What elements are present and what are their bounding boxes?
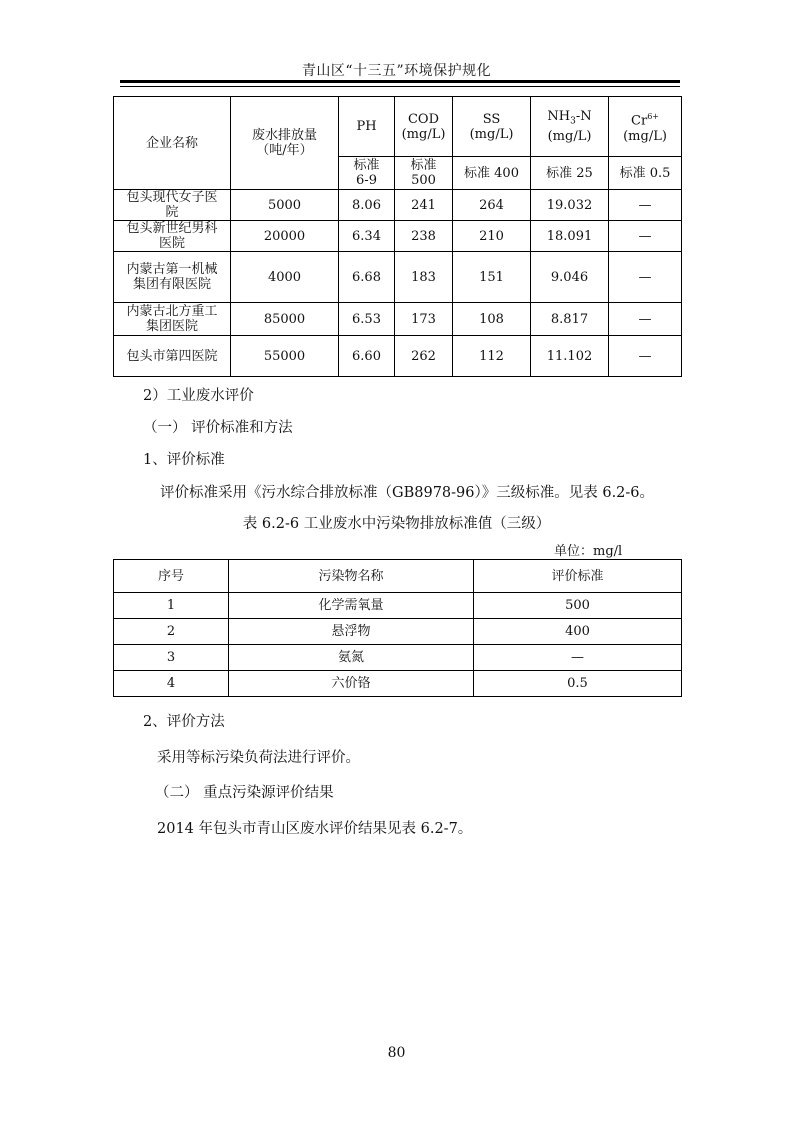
section-heading-standards-methods: （一） 评价标准和方法 — [143, 420, 293, 436]
table-row — [114, 252, 682, 303]
cell-cod: 238 — [395, 221, 453, 252]
cell-nh3n: 11.102 — [531, 336, 609, 377]
table-row — [114, 190, 682, 221]
cell-ph: 6.34 — [339, 221, 395, 252]
cell-pollutant: 悬浮物 — [229, 619, 474, 645]
table-row — [114, 221, 682, 252]
standard-nh3n: 标准 25 — [531, 157, 609, 190]
table-row — [114, 645, 682, 671]
cell-cod: 173 — [395, 303, 453, 336]
table-row — [114, 593, 682, 619]
cell-discharge: 4000 — [231, 252, 339, 303]
col-header-cr6 — [609, 97, 682, 157]
col-header-nh3n — [531, 97, 609, 157]
cell-number: 1 — [114, 593, 229, 619]
cell-company: 内蒙古北方重工 集团医院 — [114, 303, 231, 336]
cell-discharge: 55000 — [231, 336, 339, 377]
cell-cod: 262 — [395, 336, 453, 377]
col-header-cod: COD (mg/L) — [395, 97, 453, 157]
cell-discharge: 20000 — [231, 221, 339, 252]
col-header-ss: SS (mg/L) — [453, 97, 531, 157]
cell-company: 包头市第四医院 — [114, 336, 231, 377]
cell-standard: 400 — [474, 619, 682, 645]
cell-ph: 6.68 — [339, 252, 395, 303]
cell-ss: 108 — [453, 303, 531, 336]
section-heading-key-sources: （二） 重点污染源评价结果 — [155, 785, 334, 801]
cell-cr6: — — [609, 190, 682, 221]
cr-unit: (mg/L) — [623, 128, 667, 144]
cell-pollutant: 六价铬 — [229, 671, 474, 697]
hospital-wastewater-table — [113, 96, 682, 377]
table-row — [114, 619, 682, 645]
col-header-pollutant: 污染物名称 — [229, 560, 474, 593]
cell-ss: 264 — [453, 190, 531, 221]
col-header-number: 序号 — [114, 560, 229, 593]
header-rule-thin — [120, 86, 680, 87]
cell-cr6: — — [609, 303, 682, 336]
standard-ph: 标准 6-9 — [339, 157, 395, 190]
cell-nh3n: 18.091 — [531, 221, 609, 252]
cell-standard: 0.5 — [474, 671, 682, 697]
standard-cr6: 标准 0.5 — [609, 157, 682, 190]
header-rule — [120, 80, 680, 83]
paragraph-results-reference: 2014 年包头市青山区废水评价结果见表 6.2-7。 — [157, 821, 473, 837]
standard-ss: 标准 400 — [453, 157, 531, 190]
unit-label: 单位：mg/l — [554, 544, 623, 559]
cell-number: 4 — [114, 671, 229, 697]
cell-company: 包头现代女子医 院 — [114, 190, 231, 221]
cell-cr6: — — [609, 336, 682, 377]
cell-cod: 241 — [395, 190, 453, 221]
col-header-ph: PH — [339, 97, 395, 157]
table-row — [114, 671, 682, 697]
paragraph-standard-description: 评价标准采用《污水综合排放标准（GB8978-96）》三级标准。见表 6.2-6。 — [160, 485, 655, 501]
cell-discharge: 5000 — [231, 190, 339, 221]
cell-number: 2 — [114, 619, 229, 645]
cell-nh3n: 19.032 — [531, 190, 609, 221]
cell-cr6: — — [609, 252, 682, 303]
cell-ph: 6.60 — [339, 336, 395, 377]
standard-cod: 标准 500 — [395, 157, 453, 190]
cell-ss: 151 — [453, 252, 531, 303]
col-header-standard: 评价标准 — [474, 560, 682, 593]
cell-standard: 500 — [474, 593, 682, 619]
page-number: 80 — [387, 1045, 406, 1061]
nh3-sub: 3 — [570, 116, 576, 127]
table-row — [114, 303, 682, 336]
cell-standard: — — [474, 645, 682, 671]
table-caption: 表 6.2-6 工业废水中污染物排放标准值（三级） — [242, 516, 551, 532]
nh3-rest: -N — [575, 108, 592, 124]
section-heading-industrial-wastewater: 2）工业废水评价 — [143, 388, 254, 404]
nh3-main: NH — [547, 108, 571, 124]
cell-cr6: — — [609, 221, 682, 252]
pollutant-standard-table — [113, 559, 682, 697]
section-heading-evaluation-method: 2、评价方法 — [143, 714, 225, 730]
cr-sup: 6+ — [647, 112, 659, 122]
cell-nh3n: 9.046 — [531, 252, 609, 303]
cell-pollutant: 氨氮 — [229, 645, 474, 671]
section-heading-evaluation-standard: 1、评价标准 — [143, 452, 225, 468]
paragraph-method-description: 采用等标污染负荷法进行评价。 — [157, 750, 360, 766]
cell-ss: 112 — [453, 336, 531, 377]
cell-discharge: 85000 — [231, 303, 339, 336]
cell-ss: 210 — [453, 221, 531, 252]
cell-company: 包头新世纪男科 医院 — [114, 221, 231, 252]
cell-cod: 183 — [395, 252, 453, 303]
table-row — [114, 336, 682, 377]
col-header-company: 企业名称 — [114, 97, 231, 190]
nh3-unit: (mg/L) — [547, 129, 592, 145]
cell-ph: 6.53 — [339, 303, 395, 336]
cell-company: 内蒙古第一机械 集团有限医院 — [114, 252, 231, 303]
col-header-discharge: 废水排放量 （吨/年） — [231, 97, 339, 190]
cell-ph: 8.06 — [339, 190, 395, 221]
cell-nh3n: 8.817 — [531, 303, 609, 336]
cell-number: 3 — [114, 645, 229, 671]
cell-pollutant: 化学需氧量 — [229, 593, 474, 619]
cr-main: Cr — [631, 113, 648, 129]
running-header-title: 青山区“十三五”环境保护规化 — [301, 63, 492, 79]
